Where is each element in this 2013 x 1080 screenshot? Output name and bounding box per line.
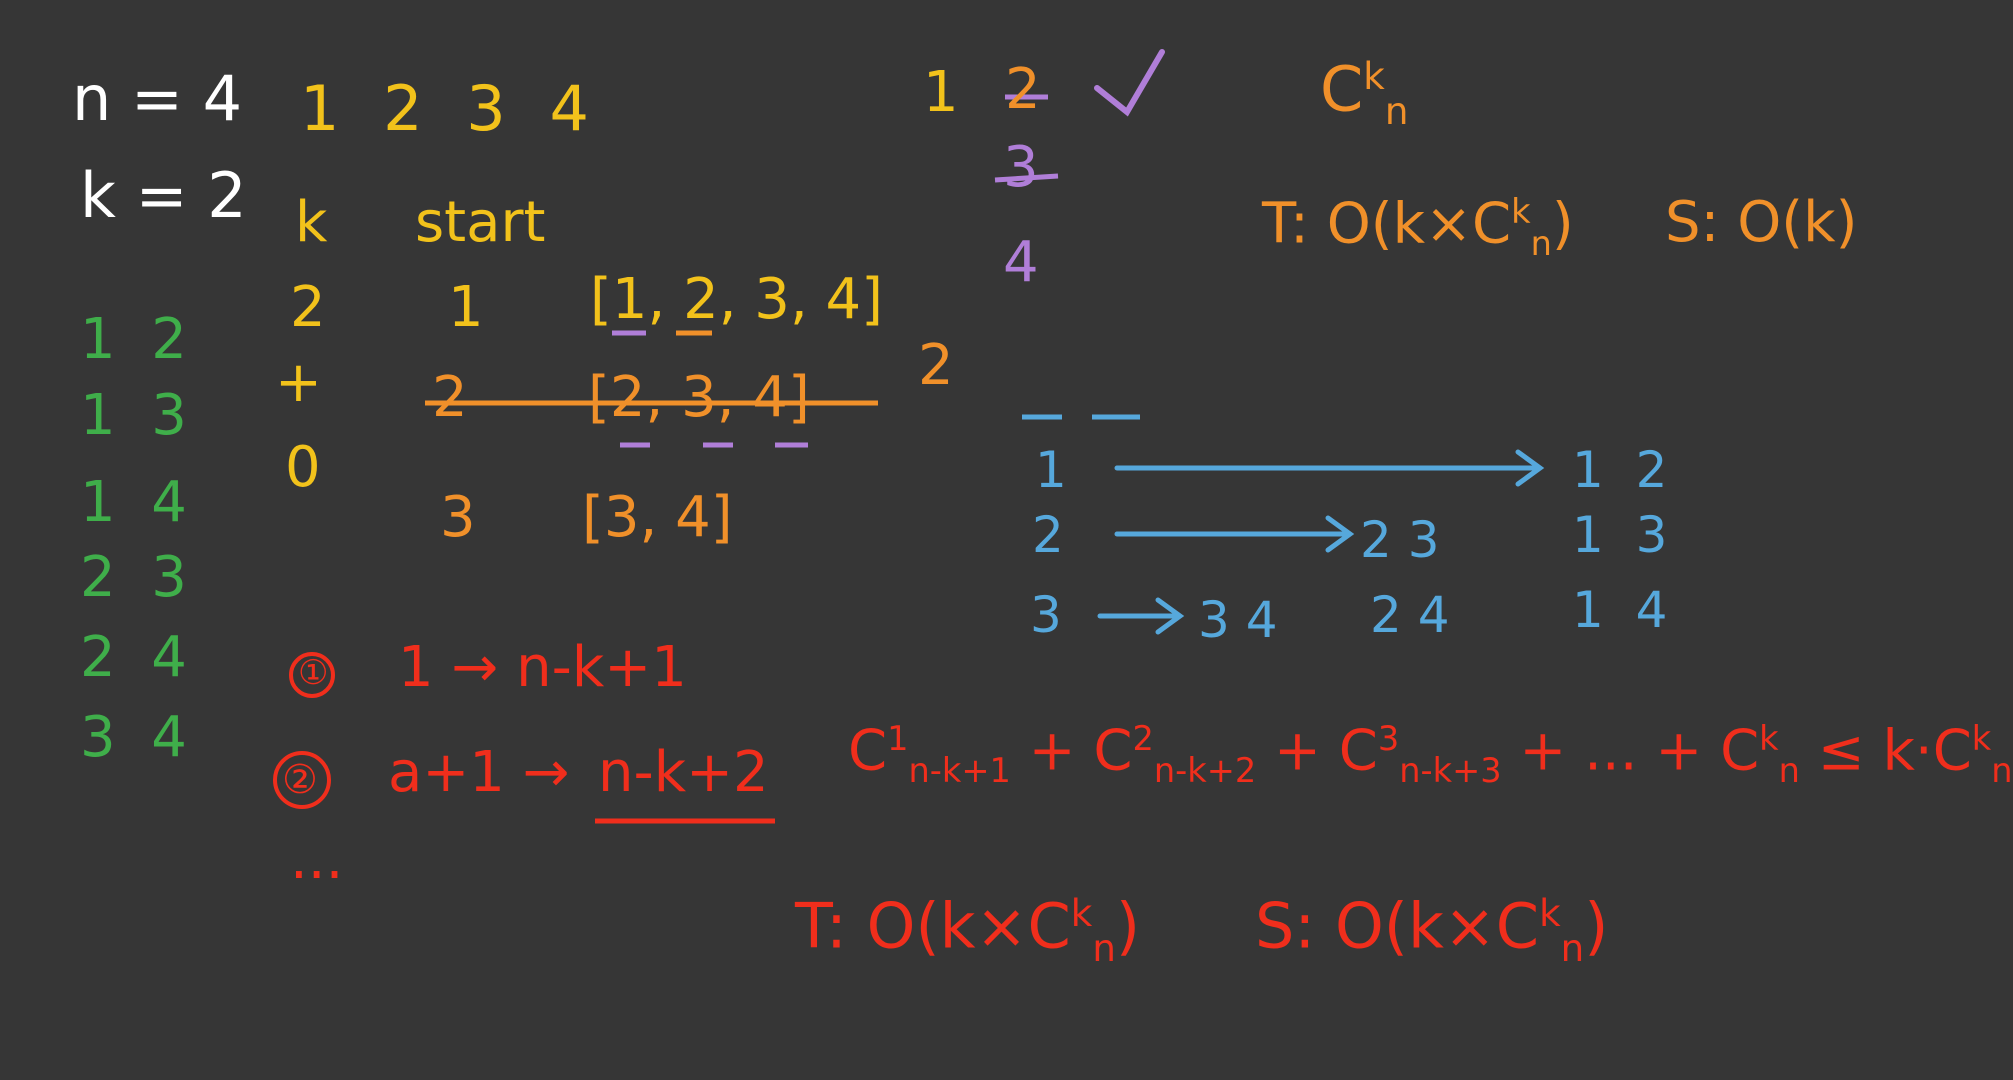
row2-start: 2 — [432, 365, 468, 430]
arrow-row-1 — [1117, 452, 1540, 484]
rule2-left: a+1 → — [388, 740, 570, 805]
k-value-1: + — [275, 350, 322, 415]
k-value-0: 2 — [290, 275, 326, 340]
combo-4: 2 4 — [80, 625, 187, 690]
tree-start-3: 3 — [1030, 586, 1062, 644]
rule1-text: 1 → n-k+1 — [398, 635, 687, 700]
tree-final-0: 1 2 — [1572, 441, 1668, 499]
param-k: k = 2 — [80, 159, 247, 232]
k-value-2: 0 — [285, 435, 321, 500]
row2-list: [2, 3, 4] — [588, 365, 810, 430]
pick-second-1: 3 — [1003, 135, 1039, 200]
tree-start-1: 1 — [1035, 441, 1067, 499]
sequence: 1 2 3 4 — [300, 72, 601, 145]
combo-0: 1 2 — [80, 307, 187, 372]
header-k: k — [295, 190, 328, 255]
row1-start: 1 — [448, 275, 484, 340]
sum-formula: $C^1_{n-k+1} + C^2_{n-k+2} + C^3_{n-k+3}$ + ... + $C^k_n \le k\cdot C^k_n$ — [848, 718, 2013, 790]
side-value: 2 — [918, 333, 954, 398]
combo-1: 1 3 — [80, 383, 187, 448]
row3-list: [3, 4] — [582, 485, 733, 550]
tree-start-2: 2 — [1032, 506, 1064, 564]
tree-result-2: 2 3 — [1360, 511, 1440, 569]
pick-second-2: 4 — [1003, 230, 1039, 295]
combination-symbol: $C^k_n$ — [1320, 52, 1409, 134]
rule2-right: n-k+2 — [598, 740, 769, 805]
param-n: n = 4 — [72, 62, 243, 135]
row3-start: 3 — [440, 485, 476, 550]
tree-result-3: 3 4 — [1198, 591, 1278, 649]
check-icon — [1097, 52, 1162, 112]
tree-mid-0: 2 4 — [1370, 586, 1450, 644]
ellipsis: ... — [290, 827, 344, 892]
combo-5: 3 4 — [80, 705, 187, 770]
row1-list: [1, 2, 3, 4] — [590, 267, 884, 332]
combo-2: 1 4 — [80, 470, 187, 535]
marker-1: ① — [298, 653, 329, 693]
marker-2: ② — [282, 757, 318, 803]
pick-first: 1 — [923, 60, 959, 125]
complexity-time-top: T: $O(k\times C^k_n)$ — [1262, 191, 1574, 263]
combo-3: 2 3 — [80, 545, 187, 610]
complexity-space-top: S: O(k) — [1665, 190, 1858, 255]
pick-second-0: 2 — [1005, 57, 1041, 122]
tree-final-1: 1 3 — [1572, 506, 1668, 564]
complexity-time-bottom: T: $O(k\times C^k_n)$ — [795, 889, 1141, 971]
arrow-row-2 — [1117, 518, 1350, 550]
tree-final-2: 1 4 — [1572, 581, 1668, 639]
header-start: start — [415, 190, 546, 255]
complexity-space-bottom: S: $O(k\times C^k_n)$ — [1255, 889, 1609, 971]
arrow-row-3 — [1100, 600, 1180, 632]
